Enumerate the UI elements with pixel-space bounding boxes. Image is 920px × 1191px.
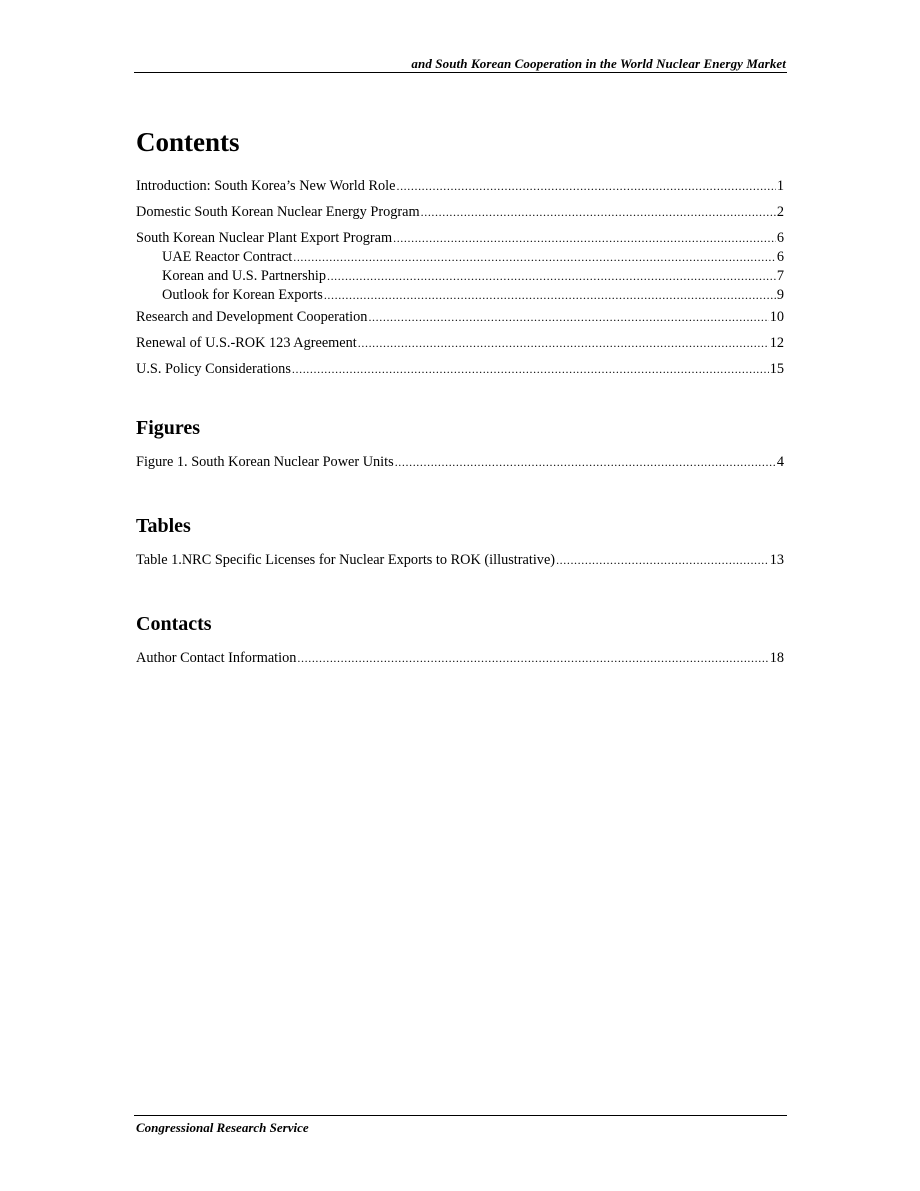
figures-heading: Figures (136, 417, 201, 439)
contacts-heading: Contacts (136, 613, 212, 635)
toc-entry-page: 10 (769, 309, 784, 325)
header-rule (134, 72, 787, 73)
toc-entry-title: Korean and U.S. Partnership (162, 268, 326, 284)
toc-entry-domestic-program[interactable] (136, 203, 784, 221)
dot-leader (324, 286, 776, 304)
toc-entry-page: 6 (776, 230, 784, 246)
dot-leader (368, 308, 768, 326)
section-spacer (136, 479, 784, 513)
dot-leader (421, 203, 776, 221)
toc-entry-page: 1 (776, 178, 784, 194)
toc-entry-page: 2 (776, 204, 784, 220)
toc-entry-export-outlook[interactable] (136, 286, 784, 304)
toc-entry-title: Renewal of U.S.-ROK 123 Agreement (136, 335, 357, 351)
dot-leader (393, 229, 776, 247)
dot-leader (292, 360, 769, 378)
footer-rule (134, 1115, 787, 1116)
toc-entry-title: Research and Development Cooperation (136, 309, 368, 325)
toc-entry-title: South Korean Nuclear Plant Export Program (136, 230, 393, 246)
toc-entry-page: 15 (769, 361, 784, 377)
toc-entry-figure-1[interactable] (136, 453, 784, 471)
toc-entry-author-contact[interactable] (136, 649, 784, 667)
toc-entry-page: 18 (769, 650, 784, 666)
toc-entry-title: UAE Reactor Contract (162, 249, 293, 265)
dot-leader (327, 267, 776, 285)
running-header: and South Korean Cooperation in the World Nuclear Energy Market (411, 56, 786, 71)
dot-leader (556, 551, 769, 569)
toc-entry-title: Introduction: South Korea’s New World Role (136, 178, 396, 194)
tables-list (136, 551, 784, 569)
toc-entry-page: 13 (769, 552, 784, 568)
dot-leader (358, 334, 769, 352)
toc-entry-page: 12 (769, 335, 784, 351)
running-footer: Congressional Research Service (136, 1120, 309, 1135)
toc-entry-page: 9 (776, 287, 784, 303)
toc-entry-research-cooperation[interactable] (136, 308, 784, 326)
dot-leader (297, 649, 768, 667)
toc-entry-title: Figure 1. South Korean Nuclear Power Units (136, 454, 394, 470)
toc-entry-page: 4 (776, 454, 784, 470)
toc-entry-export-program[interactable] (136, 229, 784, 247)
toc-entry-page: 7 (776, 268, 784, 284)
toc-entry-table-1[interactable] (136, 551, 784, 569)
dot-leader (396, 177, 775, 195)
tables-heading: Tables (136, 515, 191, 537)
toc-entry-introduction[interactable] (136, 177, 784, 195)
toc-entry-title: Domestic South Korean Nuclear Energy Program (136, 204, 420, 220)
toc-entry-title: U.S. Policy Considerations (136, 361, 291, 377)
toc-entry-page: 6 (776, 249, 784, 265)
section-spacer (136, 577, 784, 611)
toc-entry-partnership[interactable] (136, 267, 784, 285)
contacts-list (136, 649, 784, 667)
contents-list (136, 177, 784, 378)
contents-heading: Contents (136, 127, 240, 157)
toc-entry-title: Author Contact Information (136, 650, 297, 666)
toc-entry-title: Table 1.NRC Specific Licenses for Nuclear Exports to ROK (illustrative) (136, 552, 556, 568)
dot-leader (293, 248, 776, 266)
toc-entry-agreement-renewal[interactable] (136, 334, 784, 352)
toc-entry-policy-considerations[interactable] (136, 360, 784, 378)
figures-list (136, 453, 784, 471)
toc-entry-title: Outlook for Korean Exports (162, 287, 323, 303)
section-spacer (136, 386, 784, 415)
toc-entry-uae-contract[interactable] (136, 248, 784, 266)
table-of-contents (136, 124, 784, 675)
dot-leader (395, 453, 776, 471)
